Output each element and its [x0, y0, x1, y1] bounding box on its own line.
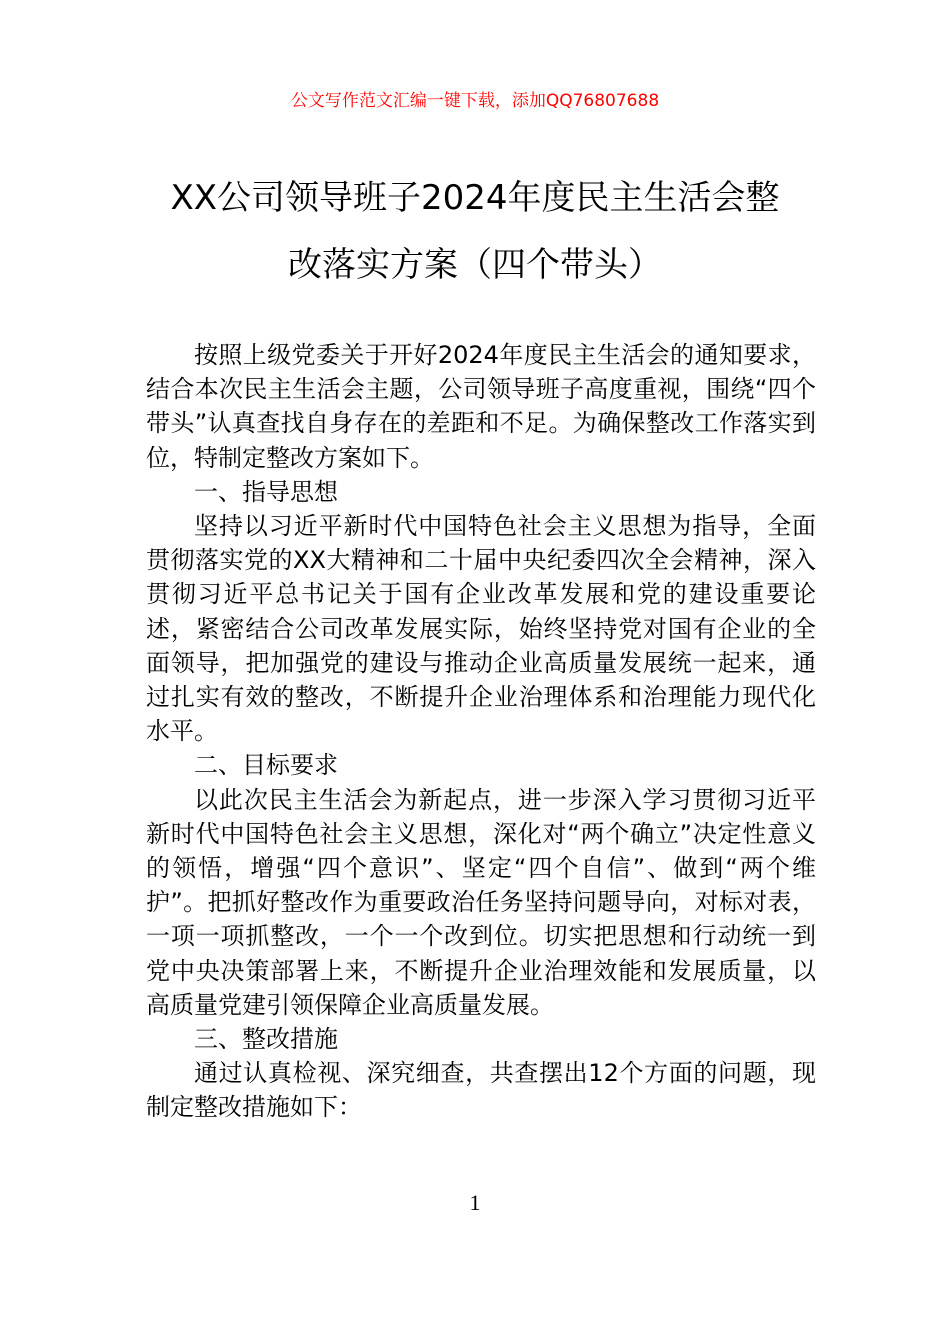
section-heading-guiding-ideology: 一、指导思想 — [194, 477, 338, 506]
section-heading-measures: 三、整改措施 — [194, 1025, 338, 1054]
goals-paragraph: 以此次民主生活会为新起点，进一步深入学习贯彻习近平新时代中国特色社会主义思想，深化对“两个确立”决定性意义的领悟，增强“四个意识”、坚定“四个自信”、做到“两个维护”。把抓好整改作为重要政治任务坚持问题导向，对标对表，一项一项抓整改，一个一个改到位。切实把思想和行动统一到党中央决策部署上来，不断提升企业治理效能和发展质量，以高质量党建引领保障企业高质量发展。 — [146, 785, 816, 1019]
page-number: 1 — [469, 1190, 481, 1215]
header-download-note: 公文写作范文汇编一键下载，添加QQ76807688 — [290, 91, 660, 111]
document-title-line-2: 改落实方案（四个带头） — [288, 245, 662, 285]
document-body — [146, 338, 816, 1125]
document-title-line-1: XX公司领导班子2024年度民主生活会整 — [170, 178, 780, 218]
section-heading-goals: 二、目标要求 — [194, 751, 338, 780]
guiding-ideology-paragraph: 坚持以习近平新时代中国特色社会主义思想为指导，全面贯彻落实党的XX大精神和二十届中央纪委四次全会精神，深入贯彻习近平总书记关于国有企业改革发展和党的建设重要论述，紧密结合公司改革发展实际，始终坚持党对国有企业的全面领导，把加强党的建设与推动企业高质量发展统一起来，通过扎实有效的整改，不断提升企业治理体系和治理能力现代化水平。 — [146, 512, 816, 746]
intro-paragraph: 按照上级党委关于开好2024年度民主生活会的通知要求，结合本次民主生活会主题，公司领导班子高度重视，围绕“四个带头”认真查找自身存在的差距和不足。为确保整改工作落实到位，特制定整改方案如下。 — [146, 341, 816, 472]
measures-paragraph: 通过认真检视、深究细查，共查摆出12个方面的问题，现制定整改措施如下： — [146, 1059, 816, 1122]
